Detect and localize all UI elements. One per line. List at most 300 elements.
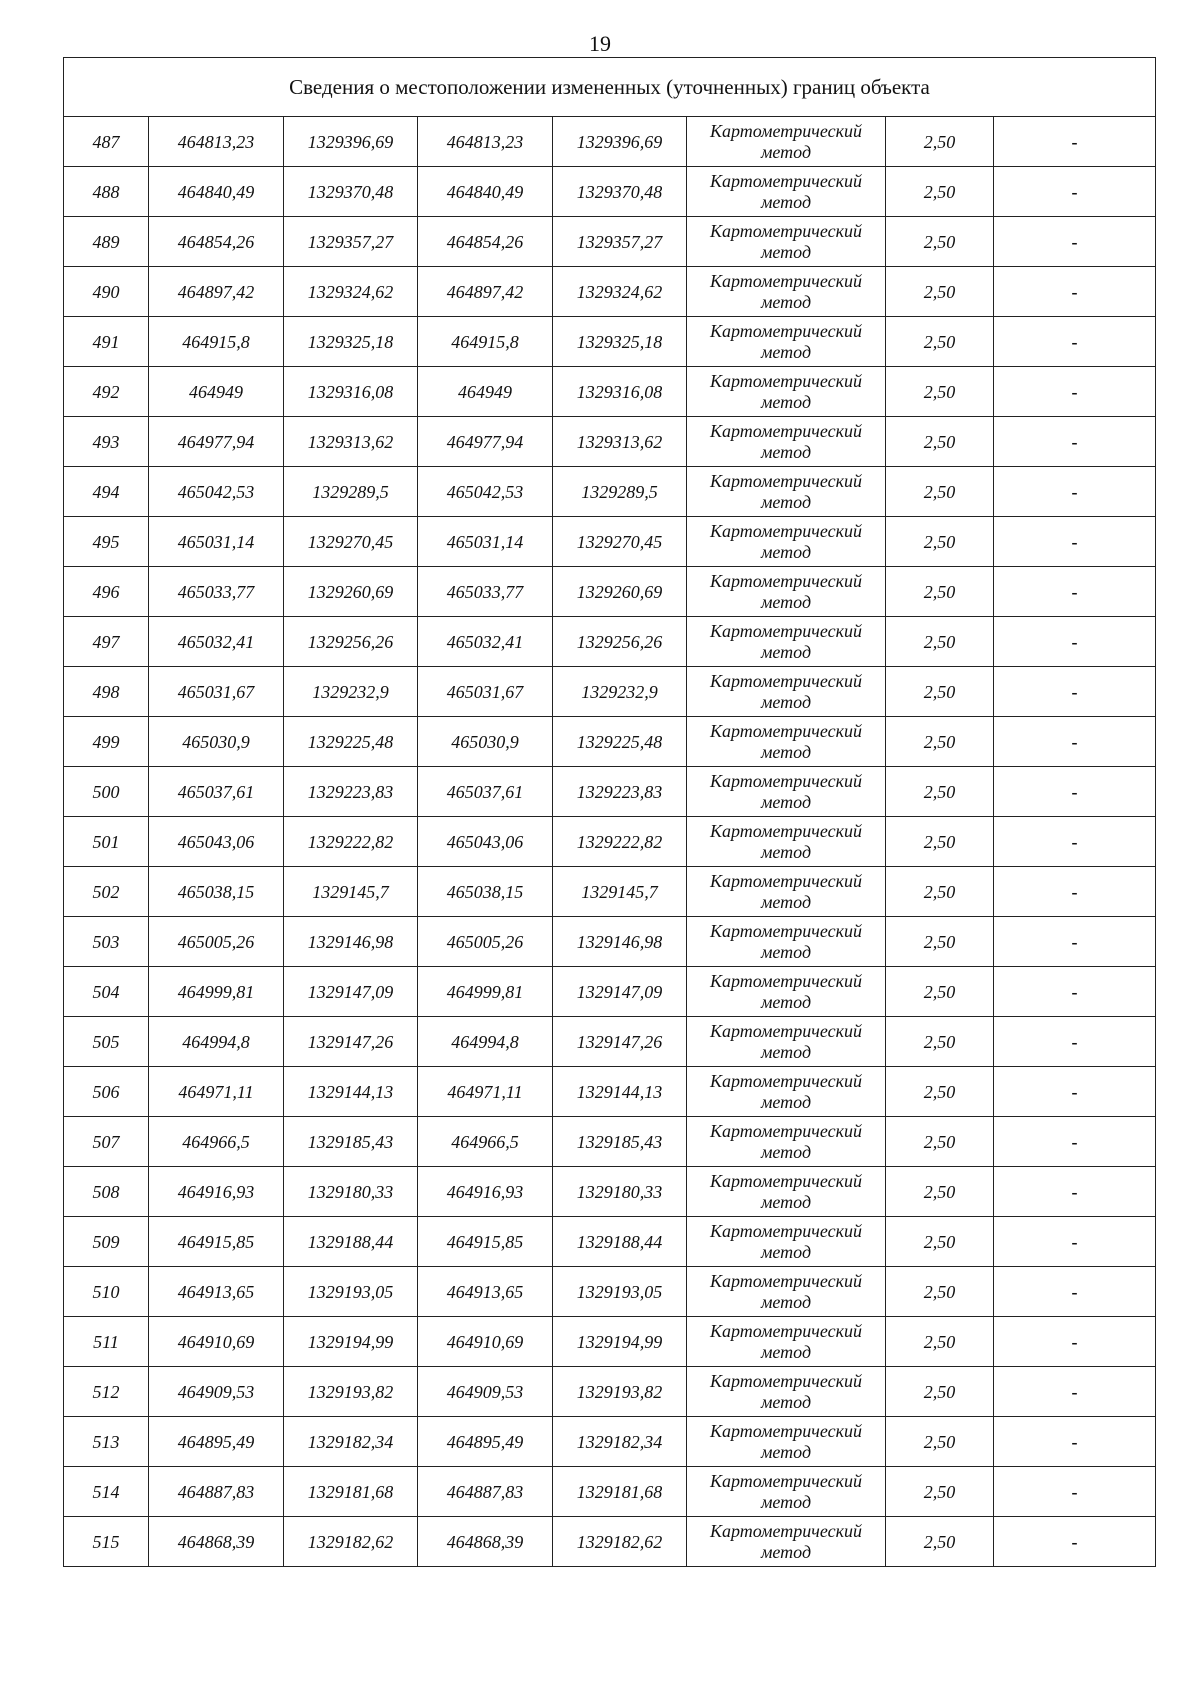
existing-y-cell: 1329185,43 (284, 1117, 418, 1167)
existing-y-cell: 1329147,09 (284, 967, 418, 1017)
precision-cell: 2,50 (886, 1017, 994, 1067)
existing-x-cell: 465038,15 (149, 867, 284, 917)
refined-y-cell: 1329147,09 (553, 967, 687, 1017)
method-cell (687, 317, 886, 367)
table-row (64, 417, 1156, 467)
method-cell (687, 717, 886, 767)
table-row (64, 1517, 1156, 1567)
point-number-cell: 509 (64, 1217, 149, 1267)
existing-y-cell: 1329370,48 (284, 167, 418, 217)
existing-x-cell: 464913,65 (149, 1267, 284, 1317)
description-cell: - (994, 617, 1156, 667)
table-row (64, 317, 1156, 367)
existing-x-cell: 464887,83 (149, 1467, 284, 1517)
description-cell: - (994, 267, 1156, 317)
existing-y-cell: 1329147,26 (284, 1017, 418, 1067)
refined-y-cell: 1329223,83 (553, 767, 687, 817)
existing-y-cell: 1329396,69 (284, 117, 418, 167)
method-cell (687, 467, 886, 517)
existing-x-cell: 464915,8 (149, 317, 284, 367)
description-cell: - (994, 217, 1156, 267)
method-line-1: Картометрический (709, 1420, 862, 1441)
method-line-1: Картометрический (709, 1020, 862, 1041)
method-line-1: Картометрический (709, 670, 862, 691)
method-line-1: Картометрический (709, 1070, 862, 1091)
method-cell (687, 967, 886, 1017)
method-line-1: Картометрический (709, 220, 862, 241)
method-cell (687, 667, 886, 717)
existing-x-cell: 464910,69 (149, 1317, 284, 1367)
refined-x-cell: 464897,42 (418, 267, 553, 317)
description-cell: - (994, 917, 1156, 967)
method-line-1: Картометрический (709, 1370, 862, 1391)
method-line-1: Картометрический (709, 870, 862, 891)
description-cell: - (994, 1467, 1156, 1517)
method-line-2: метод (760, 191, 812, 212)
table-row (64, 917, 1156, 967)
method-cell (687, 867, 886, 917)
existing-y-cell: 1329193,05 (284, 1267, 418, 1317)
precision-cell: 2,50 (886, 817, 994, 867)
table-title: Сведения о местоположении измененных (уточненных) границ объекта (64, 58, 1156, 117)
existing-x-cell: 465030,9 (149, 717, 284, 767)
method-line-2: метод (760, 691, 812, 712)
point-number-cell: 495 (64, 517, 149, 567)
existing-y-cell: 1329188,44 (284, 1217, 418, 1267)
method-cell (687, 1467, 886, 1517)
refined-x-cell: 464949 (418, 367, 553, 417)
refined-x-cell: 464909,53 (418, 1367, 553, 1417)
method-cell (687, 617, 886, 667)
description-cell: - (994, 817, 1156, 867)
existing-y-cell: 1329325,18 (284, 317, 418, 367)
refined-y-cell: 1329147,26 (553, 1017, 687, 1067)
refined-y-cell: 1329260,69 (553, 567, 687, 617)
description-cell: - (994, 117, 1156, 167)
refined-x-cell: 465005,26 (418, 917, 553, 967)
precision-cell: 2,50 (886, 467, 994, 517)
table-row (64, 1117, 1156, 1167)
refined-y-cell: 1329188,44 (553, 1217, 687, 1267)
refined-y-cell: 1329185,43 (553, 1117, 687, 1167)
existing-x-cell: 464994,8 (149, 1017, 284, 1067)
point-number-cell: 505 (64, 1017, 149, 1067)
description-cell: - (994, 1417, 1156, 1467)
precision-cell: 2,50 (886, 367, 994, 417)
refined-y-cell: 1329144,13 (553, 1067, 687, 1117)
existing-y-cell: 1329144,13 (284, 1067, 418, 1117)
point-number-cell: 513 (64, 1417, 149, 1467)
method-line-1: Картометрический (709, 370, 862, 391)
description-cell: - (994, 1367, 1156, 1417)
existing-x-cell: 465032,41 (149, 617, 284, 667)
method-line-2: метод (760, 491, 812, 512)
description-cell: - (994, 467, 1156, 517)
refined-x-cell: 464999,81 (418, 967, 553, 1017)
method-line-2: метод (760, 291, 812, 312)
description-cell: - (994, 1117, 1156, 1167)
existing-x-cell: 465031,67 (149, 667, 284, 717)
method-cell (687, 1017, 886, 1067)
description-cell: - (994, 967, 1156, 1017)
refined-x-cell: 464868,39 (418, 1517, 553, 1567)
refined-y-cell: 1329325,18 (553, 317, 687, 367)
existing-y-cell: 1329232,9 (284, 667, 418, 717)
precision-cell: 2,50 (886, 767, 994, 817)
coordinates-table (63, 57, 1156, 1567)
page-number: 19 (589, 31, 611, 56)
existing-x-cell: 464854,26 (149, 217, 284, 267)
method-line-2: метод (760, 1341, 812, 1362)
method-line-1: Картометрический (709, 1170, 862, 1191)
method-line-1: Картометрический (709, 1270, 862, 1291)
existing-y-cell: 1329225,48 (284, 717, 418, 767)
method-line-1: Картометрический (709, 520, 862, 541)
precision-cell: 2,50 (886, 117, 994, 167)
point-number-cell: 497 (64, 617, 149, 667)
table-body (64, 58, 1156, 1567)
method-line-1: Картометрический (709, 1120, 862, 1141)
refined-y-cell: 1329182,34 (553, 1417, 687, 1467)
method-cell (687, 1117, 886, 1167)
method-line-2: метод (760, 1291, 812, 1312)
table-row (64, 1467, 1156, 1517)
table-row (64, 167, 1156, 217)
refined-x-cell: 465031,67 (418, 667, 553, 717)
existing-x-cell: 464909,53 (149, 1367, 284, 1417)
method-line-2: метод (760, 1191, 812, 1212)
precision-cell: 2,50 (886, 417, 994, 467)
existing-x-cell: 465005,26 (149, 917, 284, 967)
existing-y-cell: 1329182,34 (284, 1417, 418, 1467)
precision-cell: 2,50 (886, 1417, 994, 1467)
point-number-cell: 491 (64, 317, 149, 367)
table-row (64, 517, 1156, 567)
existing-x-cell: 464868,39 (149, 1517, 284, 1567)
method-line-2: метод (760, 1541, 812, 1562)
table-row (64, 617, 1156, 667)
refined-x-cell: 464887,83 (418, 1467, 553, 1517)
precision-cell: 2,50 (886, 517, 994, 567)
refined-y-cell: 1329193,82 (553, 1367, 687, 1417)
method-line-2: метод (760, 841, 812, 862)
description-cell: - (994, 317, 1156, 367)
method-line-2: метод (760, 141, 812, 162)
refined-y-cell: 1329193,05 (553, 1267, 687, 1317)
refined-y-cell: 1329194,99 (553, 1317, 687, 1367)
point-number-cell: 489 (64, 217, 149, 267)
method-cell (687, 1067, 886, 1117)
method-cell (687, 917, 886, 967)
method-line-2: метод (760, 1241, 812, 1262)
method-line-2: метод (760, 891, 812, 912)
existing-y-cell: 1329222,82 (284, 817, 418, 867)
precision-cell: 2,50 (886, 717, 994, 767)
table-row (64, 667, 1156, 717)
refined-y-cell: 1329289,5 (553, 467, 687, 517)
refined-x-cell: 465032,41 (418, 617, 553, 667)
method-line-1: Картометрический (709, 720, 862, 741)
method-line-2: метод (760, 741, 812, 762)
refined-x-cell: 465042,53 (418, 467, 553, 517)
point-number-cell: 490 (64, 267, 149, 317)
refined-y-cell: 1329270,45 (553, 517, 687, 567)
method-line-2: метод (760, 341, 812, 362)
table-row (64, 367, 1156, 417)
point-number-cell: 504 (64, 967, 149, 1017)
refined-y-cell: 1329370,48 (553, 167, 687, 217)
existing-x-cell: 464897,42 (149, 267, 284, 317)
description-cell: - (994, 1017, 1156, 1067)
refined-x-cell: 465038,15 (418, 867, 553, 917)
existing-x-cell: 464895,49 (149, 1417, 284, 1467)
method-line-2: метод (760, 241, 812, 262)
refined-x-cell: 464971,11 (418, 1067, 553, 1117)
point-number-cell: 510 (64, 1267, 149, 1317)
method-cell (687, 217, 886, 267)
point-number-cell: 500 (64, 767, 149, 817)
refined-x-cell: 464910,69 (418, 1317, 553, 1367)
method-line-2: метод (760, 1391, 812, 1412)
precision-cell: 2,50 (886, 617, 994, 667)
table-row (64, 1017, 1156, 1067)
description-cell: - (994, 867, 1156, 917)
existing-y-cell: 1329357,27 (284, 217, 418, 267)
precision-cell: 2,50 (886, 1317, 994, 1367)
table-row (64, 1217, 1156, 1267)
precision-cell: 2,50 (886, 567, 994, 617)
existing-y-cell: 1329260,69 (284, 567, 418, 617)
refined-y-cell: 1329146,98 (553, 917, 687, 967)
refined-x-cell: 464854,26 (418, 217, 553, 267)
description-cell: - (994, 567, 1156, 617)
method-cell (687, 167, 886, 217)
description-cell: - (994, 1267, 1156, 1317)
description-cell: - (994, 517, 1156, 567)
refined-x-cell: 464913,65 (418, 1267, 553, 1317)
refined-x-cell: 465031,14 (418, 517, 553, 567)
precision-cell: 2,50 (886, 167, 994, 217)
table-row (64, 1267, 1156, 1317)
description-cell: - (994, 767, 1156, 817)
description-cell: - (994, 417, 1156, 467)
description-cell: - (994, 667, 1156, 717)
method-cell (687, 117, 886, 167)
precision-cell: 2,50 (886, 1217, 994, 1267)
refined-y-cell: 1329256,26 (553, 617, 687, 667)
method-line-2: метод (760, 1041, 812, 1062)
existing-y-cell: 1329180,33 (284, 1167, 418, 1217)
method-line-2: метод (760, 1141, 812, 1162)
description-cell: - (994, 1317, 1156, 1367)
table-title-row (64, 58, 1156, 117)
table-row (64, 1167, 1156, 1217)
existing-x-cell: 464915,85 (149, 1217, 284, 1267)
precision-cell: 2,50 (886, 1117, 994, 1167)
existing-y-cell: 1329316,08 (284, 367, 418, 417)
refined-y-cell: 1329181,68 (553, 1467, 687, 1517)
table-row (64, 1367, 1156, 1417)
method-line-1: Картометрический (709, 1520, 862, 1541)
method-line-2: метод (760, 791, 812, 812)
method-cell (687, 1417, 886, 1467)
method-line-2: метод (760, 1491, 812, 1512)
method-line-1: Картометрический (709, 170, 862, 191)
table-row (64, 567, 1156, 617)
refined-y-cell: 1329180,33 (553, 1167, 687, 1217)
method-line-1: Картометрический (709, 1320, 862, 1341)
precision-cell: 2,50 (886, 667, 994, 717)
method-line-2: метод (760, 441, 812, 462)
precision-cell: 2,50 (886, 1517, 994, 1567)
table-row (64, 1067, 1156, 1117)
point-number-cell: 499 (64, 717, 149, 767)
method-cell (687, 1517, 886, 1567)
existing-y-cell: 1329193,82 (284, 1367, 418, 1417)
point-number-cell: 498 (64, 667, 149, 717)
refined-x-cell: 464977,94 (418, 417, 553, 467)
refined-y-cell: 1329225,48 (553, 717, 687, 767)
method-line-1: Картометрический (709, 270, 862, 291)
method-cell (687, 417, 886, 467)
existing-y-cell: 1329313,62 (284, 417, 418, 467)
method-line-2: метод (760, 641, 812, 662)
method-cell (687, 517, 886, 567)
existing-y-cell: 1329223,83 (284, 767, 418, 817)
existing-y-cell: 1329181,68 (284, 1467, 418, 1517)
method-cell (687, 367, 886, 417)
refined-x-cell: 465033,77 (418, 567, 553, 617)
method-line-1: Картометрический (709, 120, 862, 141)
description-cell: - (994, 1067, 1156, 1117)
method-line-2: метод (760, 941, 812, 962)
refined-y-cell: 1329145,7 (553, 867, 687, 917)
method-cell (687, 1217, 886, 1267)
method-line-2: метод (760, 991, 812, 1012)
table-row (64, 967, 1156, 1017)
method-line-1: Картометрический (709, 420, 862, 441)
point-number-cell: 501 (64, 817, 149, 867)
method-line-1: Картометрический (709, 1470, 862, 1491)
existing-x-cell: 464840,49 (149, 167, 284, 217)
point-number-cell: 503 (64, 917, 149, 967)
precision-cell: 2,50 (886, 267, 994, 317)
refined-y-cell: 1329313,62 (553, 417, 687, 467)
existing-x-cell: 465033,77 (149, 567, 284, 617)
table-row (64, 817, 1156, 867)
point-number-cell: 507 (64, 1117, 149, 1167)
existing-y-cell: 1329270,45 (284, 517, 418, 567)
precision-cell: 2,50 (886, 867, 994, 917)
table-row (64, 267, 1156, 317)
existing-x-cell: 464966,5 (149, 1117, 284, 1167)
description-cell: - (994, 1167, 1156, 1217)
refined-x-cell: 465030,9 (418, 717, 553, 767)
table-row (64, 867, 1156, 917)
description-cell: - (994, 1217, 1156, 1267)
refined-y-cell: 1329232,9 (553, 667, 687, 717)
refined-x-cell: 465043,06 (418, 817, 553, 867)
point-number-cell: 502 (64, 867, 149, 917)
refined-y-cell: 1329316,08 (553, 367, 687, 417)
table-row (64, 117, 1156, 167)
existing-y-cell: 1329146,98 (284, 917, 418, 967)
table-row (64, 767, 1156, 817)
existing-y-cell: 1329324,62 (284, 267, 418, 317)
refined-x-cell: 464994,8 (418, 1017, 553, 1067)
point-number-cell: 508 (64, 1167, 149, 1217)
refined-y-cell: 1329324,62 (553, 267, 687, 317)
precision-cell: 2,50 (886, 1167, 994, 1217)
table-row (64, 717, 1156, 767)
method-cell (687, 1267, 886, 1317)
description-cell: - (994, 167, 1156, 217)
precision-cell: 2,50 (886, 1267, 994, 1317)
refined-x-cell: 464916,93 (418, 1167, 553, 1217)
description-cell: - (994, 367, 1156, 417)
method-line-2: метод (760, 1441, 812, 1462)
method-line-1: Картометрический (709, 1220, 862, 1241)
point-number-cell: 514 (64, 1467, 149, 1517)
method-cell (687, 1317, 886, 1367)
point-number-cell: 492 (64, 367, 149, 417)
method-line-1: Картометрический (709, 920, 862, 941)
precision-cell: 2,50 (886, 1067, 994, 1117)
method-line-1: Картометрический (709, 570, 862, 591)
description-cell: - (994, 1517, 1156, 1567)
method-line-1: Картометрический (709, 320, 862, 341)
existing-y-cell: 1329182,62 (284, 1517, 418, 1567)
table-row (64, 1317, 1156, 1367)
method-cell (687, 567, 886, 617)
method-line-1: Картометрический (709, 820, 862, 841)
existing-y-cell: 1329289,5 (284, 467, 418, 517)
existing-x-cell: 464971,11 (149, 1067, 284, 1117)
existing-x-cell: 465031,14 (149, 517, 284, 567)
precision-cell: 2,50 (886, 1367, 994, 1417)
existing-x-cell: 464999,81 (149, 967, 284, 1017)
existing-y-cell: 1329256,26 (284, 617, 418, 667)
existing-x-cell: 464813,23 (149, 117, 284, 167)
refined-x-cell: 464840,49 (418, 167, 553, 217)
precision-cell: 2,50 (886, 967, 994, 1017)
method-line-1: Картометрический (709, 770, 862, 791)
method-line-1: Картометрический (709, 970, 862, 991)
existing-x-cell: 465037,61 (149, 767, 284, 817)
point-number-cell: 493 (64, 417, 149, 467)
refined-y-cell: 1329357,27 (553, 217, 687, 267)
refined-x-cell: 465037,61 (418, 767, 553, 817)
refined-x-cell: 464813,23 (418, 117, 553, 167)
existing-y-cell: 1329194,99 (284, 1317, 418, 1367)
existing-x-cell: 464949 (149, 367, 284, 417)
precision-cell: 2,50 (886, 917, 994, 967)
existing-x-cell: 464977,94 (149, 417, 284, 467)
refined-y-cell: 1329396,69 (553, 117, 687, 167)
method-line-2: метод (760, 391, 812, 412)
refined-x-cell: 464895,49 (418, 1417, 553, 1467)
existing-y-cell: 1329145,7 (284, 867, 418, 917)
refined-x-cell: 464915,8 (418, 317, 553, 367)
precision-cell: 2,50 (886, 1467, 994, 1517)
point-number-cell: 487 (64, 117, 149, 167)
description-cell: - (994, 717, 1156, 767)
point-number-cell: 512 (64, 1367, 149, 1417)
method-line-1: Картометрический (709, 620, 862, 641)
refined-y-cell: 1329182,62 (553, 1517, 687, 1567)
table-row (64, 217, 1156, 267)
refined-x-cell: 464966,5 (418, 1117, 553, 1167)
